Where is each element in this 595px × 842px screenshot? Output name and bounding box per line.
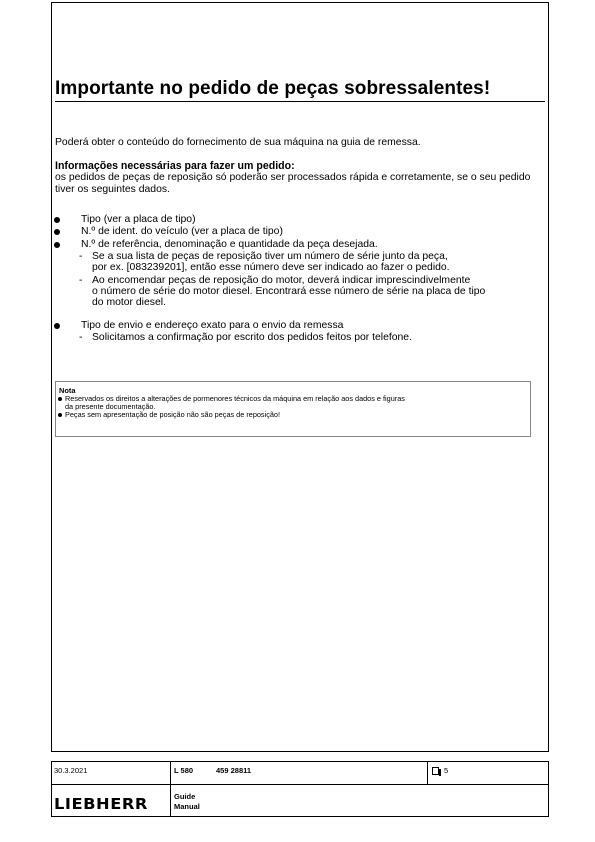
sub-item-engine-line1: Ao encomendar peças de reposição do motor, deverá indicar imprescindivelmente (92, 275, 471, 286)
bullet-icon (58, 397, 62, 401)
footer-guide: Guide (174, 792, 196, 801)
note-item-rights-line1: Reservados os direitos a alterações de pormenores técnicos da máquina em relação aos dados e figuras (65, 394, 405, 403)
list-item-reference: N.º de referência, denominação e quantidade da peça desejada. (81, 239, 378, 250)
title-underline (55, 101, 545, 102)
footer-divider (170, 761, 171, 817)
bullet-icon (54, 242, 60, 248)
info-body: os pedidos de peças de reposição só poderão ser processados rápida e corretamente, se o seu pedido tiver os seguintes dados. (55, 172, 531, 195)
bullet-icon (58, 413, 62, 417)
footer-page-number: 5 (444, 766, 449, 775)
footer-divider (51, 784, 549, 785)
note-item-parts: Peças sem apresentação de posição não são peças de reposição! (65, 410, 280, 419)
footer-model: L 580 (174, 766, 194, 775)
info-heading: Informações necessárias para fazer um pedido: (55, 160, 295, 172)
note-title: Nota (59, 386, 76, 395)
bullet-icon (54, 217, 60, 223)
liebherr-logo: LIEBHERR (54, 795, 148, 813)
footer-date: 30.3.2021 (54, 766, 88, 775)
bullet-icon (54, 323, 60, 329)
list-item-shipping: Tipo de envio e endereço exato para o envio da remessa (81, 320, 344, 331)
dash-marker: - (79, 275, 83, 286)
sub-item-serial-line1: Se a sua lista de peças de reposição tiver um número de série junto da peça, (92, 251, 448, 262)
page-icon (432, 767, 439, 775)
dash-marker: - (79, 332, 83, 343)
page-title: Importante no pedido de peças sobressalentes! (55, 78, 491, 99)
bullet-icon (54, 229, 60, 235)
list-item-vehicle-id: N.º de ident. do veículo (ver a placa de tipo) (81, 226, 283, 237)
sub-item-serial-line2: por ex. [083239201], então esse número deve ser indicado ao fazer o pedido. (92, 262, 450, 273)
list-item-type: Tipo (ver a placa de tipo) (81, 214, 196, 225)
footer-manual: Manual (174, 802, 200, 811)
sub-item-engine-line2: o número de série do motor diesel. Encontrará esse número de série na placa de tipo (92, 286, 486, 297)
dash-marker: - (79, 251, 83, 262)
sub-item-engine-line3: do motor diesel. (92, 297, 166, 308)
sub-item-phone-orders: Solicitamos a confirmação por escrito dos pedidos feitos por telefone. (92, 332, 412, 343)
note-item-rights-line2: da presente documentação. (65, 402, 156, 411)
footer-divider (427, 761, 428, 785)
footer-doc-number: 459 28811 (216, 766, 252, 775)
intro-text: Poderá obter o conteúdo do fornecimento de sua máquina na guia de remessa. (55, 137, 421, 148)
page-frame (51, 2, 549, 752)
